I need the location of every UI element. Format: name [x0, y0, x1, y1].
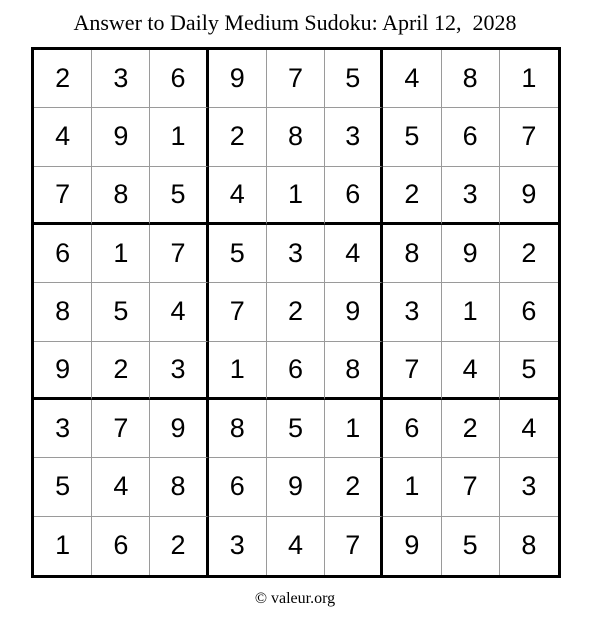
sudoku-cell: 1 — [325, 400, 383, 458]
sudoku-cell: 8 — [267, 108, 325, 166]
sudoku-cell: 1 — [209, 342, 267, 400]
sudoku-cell: 3 — [500, 458, 558, 516]
sudoku-grid — [31, 47, 561, 578]
sudoku-cell: 3 — [92, 50, 150, 108]
sudoku-cell: 6 — [442, 108, 500, 166]
sudoku-cell: 2 — [325, 458, 383, 516]
sudoku-cell: 7 — [150, 225, 208, 283]
sudoku-cell: 6 — [325, 167, 383, 225]
sudoku-cell: 9 — [34, 342, 92, 400]
sudoku-cell: 8 — [442, 50, 500, 108]
sudoku-cell: 1 — [500, 50, 558, 108]
sudoku-cell: 6 — [267, 342, 325, 400]
sudoku-cell: 8 — [150, 458, 208, 516]
sudoku-cell: 3 — [150, 342, 208, 400]
sudoku-cell: 9 — [325, 283, 383, 341]
sudoku-cell: 2 — [34, 50, 92, 108]
page-title: Answer to Daily Medium Sudoku: April 12, 2028 — [73, 10, 517, 35]
sudoku-cell: 8 — [34, 283, 92, 341]
sudoku-cell: 1 — [267, 167, 325, 225]
sudoku-cell: 9 — [442, 225, 500, 283]
sudoku-cell: 5 — [383, 108, 441, 166]
sudoku-cell: 3 — [325, 108, 383, 166]
sudoku-cell: 7 — [92, 400, 150, 458]
sudoku-cell: 4 — [383, 50, 441, 108]
sudoku-cell: 3 — [442, 167, 500, 225]
sudoku-cell: 7 — [325, 517, 383, 575]
sudoku-cell: 4 — [92, 458, 150, 516]
sudoku-cell: 6 — [383, 400, 441, 458]
sudoku-cell: 4 — [209, 167, 267, 225]
sudoku-cell: 5 — [500, 342, 558, 400]
sudoku-cell: 5 — [325, 50, 383, 108]
sudoku-cell: 9 — [150, 400, 208, 458]
sudoku-cell: 9 — [209, 50, 267, 108]
sudoku-cell: 1 — [34, 517, 92, 575]
sudoku-cell: 7 — [383, 342, 441, 400]
sudoku-cell: 2 — [267, 283, 325, 341]
sudoku-cell: 4 — [325, 225, 383, 283]
sudoku-cell: 9 — [267, 458, 325, 516]
sudoku-cell: 1 — [150, 108, 208, 166]
sudoku-cell: 6 — [500, 283, 558, 341]
sudoku-cell: 8 — [92, 167, 150, 225]
sudoku-cell: 4 — [150, 283, 208, 341]
sudoku-cell: 5 — [92, 283, 150, 341]
sudoku-cell: 4 — [442, 342, 500, 400]
sudoku-cell: 1 — [92, 225, 150, 283]
sudoku-cell: 4 — [34, 108, 92, 166]
sudoku-cell: 9 — [383, 517, 441, 575]
sudoku-cell: 7 — [209, 283, 267, 341]
sudoku-cell: 6 — [150, 50, 208, 108]
sudoku-cell: 8 — [521, 530, 537, 561]
sudoku-cell: 2 — [442, 400, 500, 458]
sudoku-cell: 5 — [209, 225, 267, 283]
sudoku-cell: 7 — [34, 167, 92, 225]
sudoku-cell: 8 — [383, 225, 441, 283]
sudoku-cell: 3 — [34, 400, 92, 458]
sudoku-cell: 1 — [442, 283, 500, 341]
sudoku-cell: 1 — [383, 458, 441, 516]
sudoku-cell: 8 — [325, 342, 383, 400]
sudoku-cell: 6 — [92, 517, 150, 575]
sudoku-cell: 5 — [34, 458, 92, 516]
sudoku-cell: 8 — [209, 400, 267, 458]
sudoku-cell: 7 — [500, 108, 558, 166]
sudoku-cell: 5 — [442, 517, 500, 575]
sudoku-cell: 5 — [267, 400, 325, 458]
sudoku-cell: 3 — [267, 225, 325, 283]
sudoku-cell: 4 — [267, 517, 325, 575]
sudoku-cell: 2 — [500, 225, 558, 283]
sudoku-cell: 9 — [92, 108, 150, 166]
copyright-footer: © valeur.org — [254, 590, 336, 607]
sudoku-cell: 6 — [34, 225, 92, 283]
sudoku-cell: 4 — [500, 400, 558, 458]
sudoku-cell: 7 — [267, 50, 325, 108]
sudoku-cell: 2 — [209, 108, 267, 166]
sudoku-cell: 2 — [92, 342, 150, 400]
sudoku-cell: 3 — [209, 517, 267, 575]
sudoku-cell: 5 — [150, 167, 208, 225]
sudoku-cell: 2 — [383, 167, 441, 225]
sudoku-cell: 9 — [500, 167, 558, 225]
sudoku-cell: 6 — [209, 458, 267, 516]
sudoku-cell: 3 — [383, 283, 441, 341]
sudoku-cell: 2 — [150, 517, 208, 575]
sudoku-cell: 7 — [442, 458, 500, 516]
